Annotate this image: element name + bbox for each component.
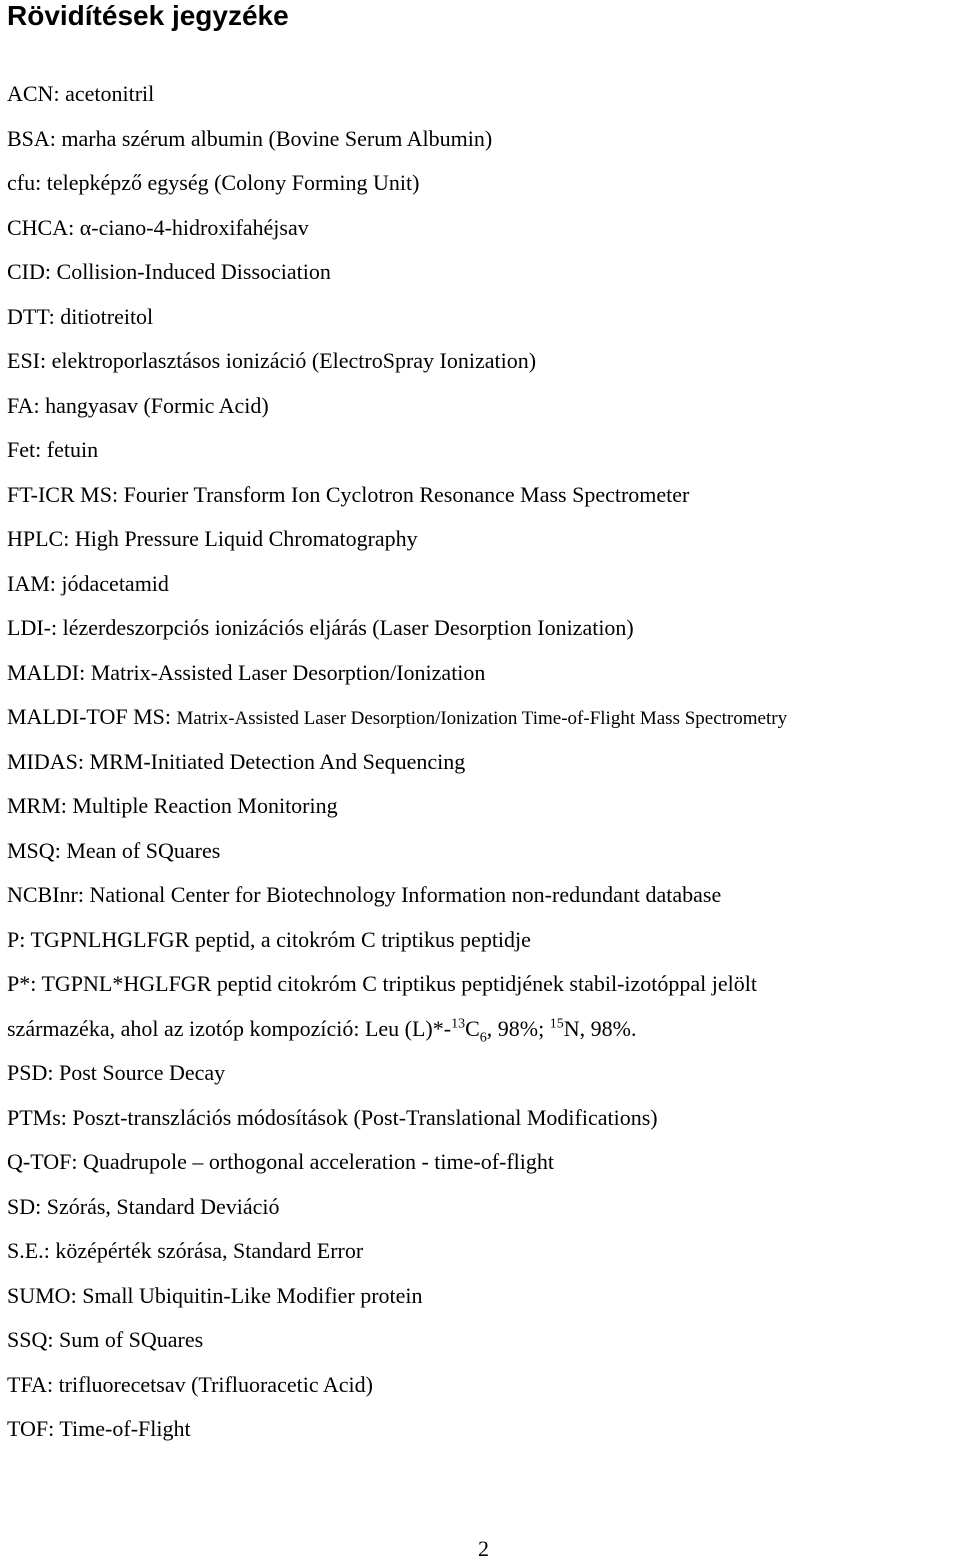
- abbreviation-entry: HPLC: High Pressure Liquid Chromatography: [7, 526, 418, 551]
- abbreviation-term: FA: [7, 392, 34, 418]
- abbreviation-definition: Small Ubiquitin-Like Modifier protein: [82, 1282, 423, 1308]
- abbreviation-definition: Matrix-Assisted Laser Desorption/Ionization: [90, 659, 486, 685]
- abbreviation-list: [7, 72, 957, 1452]
- abbreviation-entry: Fet: fetuin: [7, 437, 99, 462]
- abbreviation-term: CHCA: [7, 214, 69, 240]
- abbreviation-entry: P: TGPNLHGLFGR peptid, a citokróm C triptikus peptidje: [7, 926, 531, 952]
- abbreviation-definition: lézerdeszorpciós ionizációs eljárás (Laser Desorption Ionization): [62, 615, 634, 640]
- abbreviation-definition: Multiple Reaction Monitoring: [72, 793, 338, 818]
- continuation-text: származéka, ahol az izotóp kompozíció: Leu (L)*-: [7, 1015, 452, 1041]
- abbreviation-definition: Sum of SQuares: [58, 1327, 204, 1352]
- abbreviation-entry: Q-TOF: Quadrupole – orthogonal acceleration - time-of-flight: [7, 1149, 555, 1174]
- abbreviation-term: S.E.: [7, 1238, 44, 1263]
- abbreviation-term: TOF: [7, 1416, 49, 1441]
- nitrogen-superscript: 15: [549, 1016, 564, 1032]
- abbreviation-definition: acetonitril: [65, 81, 155, 106]
- abbreviation-entry: SSQ: Sum of SQuares: [7, 1327, 204, 1352]
- abbreviation-entry: BSA: marha szérum albumin (Bovine Serum Albumin): [7, 125, 493, 151]
- abbreviation-definition: Mean of SQuares: [66, 837, 221, 863]
- abbreviation-entry: FA: hangyasav (Formic Acid): [7, 392, 269, 418]
- continuation-middle: , 98%;: [486, 1015, 550, 1041]
- abbreviation-entry: TOF: Time-of-Flight: [7, 1416, 191, 1441]
- abbreviation-entry: SUMO: Small Ubiquitin-Like Modifier protein: [7, 1282, 423, 1308]
- abbreviation-entry: PSD: Post Source Decay: [7, 1060, 226, 1085]
- abbreviation-term: ACN: [7, 81, 54, 106]
- abbreviation-definition: National Center for Biotechnology Information non-redundant database: [89, 882, 722, 907]
- page-number: 2: [478, 1536, 489, 1561]
- abbreviation-term: ESI: [7, 348, 40, 373]
- abbreviation-term: MALDI-TOF MS: [7, 704, 165, 729]
- abbreviation-definition: elektroporlasztásos ionizáció (ElectroSpray Ionization): [51, 348, 537, 373]
- abbreviation-definition: Time-of-Flight: [59, 1416, 191, 1441]
- abbreviation-entry: P*: TGPNL*HGLFGR peptid citokróm C triptikus peptidjének stabil-izotóppal jelölt: [7, 971, 757, 996]
- abbreviation-term: BSA: [7, 125, 50, 151]
- abbreviation-definition: High Pressure Liquid Chromatography: [74, 526, 418, 551]
- carbon-subscript: 6: [479, 1029, 487, 1045]
- abbreviation-definition: TGPNLHGLFGR peptid, a citokróm C triptikus peptidje: [30, 926, 531, 952]
- abbreviation-entry: MALDI-TOF MS: Matrix-Assisted Laser Desorption/Ionization Time-of-Flight Mass Spectrometry: [7, 704, 788, 729]
- abbreviation-entry: FT-ICR MS: Fourier Transform Ion Cyclotron Resonance Mass Spectrometer: [7, 481, 690, 507]
- abbreviation-term: MALDI: [7, 659, 80, 685]
- abbreviation-entry: IAM: jódacetamid: [7, 570, 169, 596]
- abbreviation-term: HPLC: [7, 526, 64, 551]
- abbreviation-entry: LDI-: lézerdeszorpciós ionizációs eljárás (Laser Desorption Ionization): [7, 615, 634, 640]
- abbreviation-definition: MRM-Initiated Detection And Sequencing: [89, 748, 466, 774]
- abbreviation-definition: fetuin: [46, 437, 99, 462]
- abbreviation-entry: PTMs: Poszt-transzlációs módosítások (Post-Translational Modifications): [7, 1104, 658, 1130]
- abbreviation-entry: cfu: telepképző egység (Colony Forming Unit): [7, 170, 420, 195]
- abbreviation-term: MRM: [7, 793, 61, 818]
- abbreviation-entry: SD: Szórás, Standard Deviáció: [7, 1193, 280, 1219]
- abbreviation-entry: MRM: Multiple Reaction Monitoring: [7, 793, 338, 818]
- abbreviation-entry: MIDAS: MRM-Initiated Detection And Sequencing: [7, 748, 466, 774]
- abbreviation-term: P*: [7, 971, 31, 996]
- abbreviation-term: SSQ: [7, 1327, 48, 1352]
- abbreviation-entry: CHCA: α-ciano-4-hidroxifahéjsav: [7, 214, 309, 240]
- abbreviation-definition: hangyasav (Formic Acid): [45, 392, 269, 418]
- abbreviation-definition: Quadrupole – orthogonal acceleration - time-of-flight: [83, 1149, 555, 1174]
- abbreviation-entry: MALDI: Matrix-Assisted Laser Desorption/Ionization: [7, 659, 486, 685]
- abbreviation-entry: CID: Collision-Induced Dissociation: [7, 259, 331, 284]
- abbreviation-term: cfu: [7, 170, 36, 195]
- isotope-superscript: 13: [451, 1016, 466, 1032]
- page-title: Rövidítések jegyzéke: [7, 0, 289, 31]
- abbreviation-entry: TFA: trifluorecetsav (Trifluoracetic Acid): [7, 1371, 373, 1397]
- abbreviation-term: PSD: [7, 1060, 48, 1085]
- abbreviation-term: MSQ: [7, 837, 55, 863]
- abbreviation-definition: Fourier Transform Ion Cyclotron Resonance Mass Spectrometer: [123, 481, 690, 507]
- abbreviation-definition: középérték szórása, Standard Error: [55, 1238, 364, 1263]
- abbreviation-term: NCBInr: [7, 882, 78, 907]
- abbreviation-definition: Szórás, Standard Deviáció: [46, 1193, 280, 1219]
- abbreviation-term: DTT: [7, 303, 49, 329]
- abbreviation-term: Q-TOF: [7, 1149, 72, 1174]
- abbreviation-definition: α-ciano-4-hidroxifahéjsav: [79, 214, 309, 240]
- abbreviation-term: IAM: [7, 570, 50, 596]
- abbreviation-definition: ditiotreitol: [60, 303, 154, 329]
- abbreviation-entry: DTT: ditiotreitol: [7, 303, 154, 329]
- continuation-tail: N, 98%.: [563, 1015, 637, 1041]
- abbreviation-definition: Post Source Decay: [58, 1060, 226, 1085]
- abbreviation-entry: MSQ: Mean of SQuares: [7, 837, 221, 863]
- abbreviation-term: SD: [7, 1193, 36, 1219]
- abbreviation-definition: marha szérum albumin (Bovine Serum Albumin): [61, 125, 493, 151]
- abbreviation-continuation: [7, 1007, 957, 1052]
- abbreviation-term: CID: [7, 259, 45, 284]
- abbreviation-term: Fet: [7, 437, 36, 462]
- abbreviation-definition: trifluorecetsav (Trifluoracetic Acid): [58, 1371, 373, 1397]
- abbreviation-definition: telepképző egység (Colony Forming Unit): [46, 170, 420, 195]
- abbreviation-term: MIDAS: [7, 748, 78, 774]
- carbon-symbol: C: [465, 1015, 480, 1041]
- abbreviation-definition: TGPNL*HGLFGR peptid citokróm C triptikus peptidjének stabil-izotóppal jelölt: [41, 971, 757, 996]
- abbreviation-definition: jódacetamid: [61, 570, 169, 596]
- abbreviation-term: TFA: [7, 1371, 47, 1397]
- abbreviation-definition: Matrix-Assisted Laser Desorption/Ionization Time-of-Flight Mass Spectrometry: [176, 708, 788, 729]
- abbreviation-entry: S.E.: középérték szórása, Standard Error: [7, 1238, 364, 1263]
- abbreviation-term: FT-ICR MS: [7, 481, 112, 507]
- abbreviation-term: LDI-: [7, 615, 51, 640]
- abbreviation-definition: Poszt-transzlációs módosítások (Post-Translational Modifications): [72, 1104, 658, 1130]
- abbreviation-entry: ACN: acetonitril: [7, 81, 155, 106]
- abbreviation-definition: Collision-Induced Dissociation: [56, 259, 331, 284]
- abbreviation-term: P: [7, 926, 20, 952]
- abbreviation-entry: ESI: elektroporlasztásos ionizáció (ElectroSpray Ionization): [7, 348, 537, 373]
- abbreviation-term: PTMs: [7, 1104, 61, 1130]
- abbreviation-entry: NCBInr: National Center for Biotechnology Information non-redundant database: [7, 882, 722, 907]
- abbreviation-term: SUMO: [7, 1282, 71, 1308]
